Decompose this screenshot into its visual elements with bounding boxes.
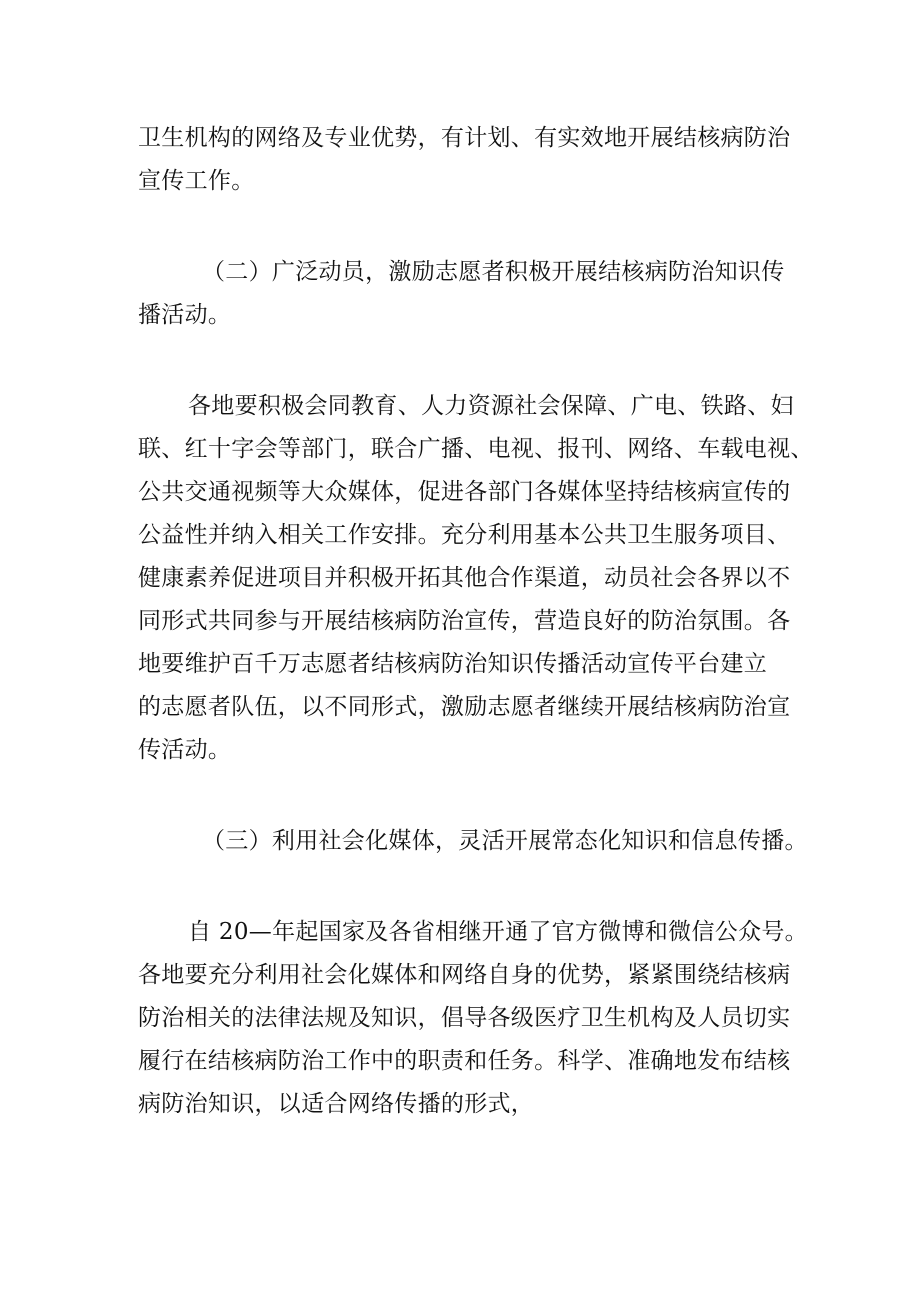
text-line: 同形式共同参与开展结核病防治宣传，营造良好的防治氛围。各 (138, 608, 791, 634)
text-line: 履行在结核病防治工作中的职责和任务。科学、准确地发布结核 (138, 1048, 791, 1074)
text-line: （二）广泛动员，激励志愿者积极开展结核病防治知识传 (202, 259, 785, 285)
text-line: 各地要积极会同教育、人力资源社会保障、广电、铁路、妇 (188, 393, 794, 419)
paragraph-mobilization (138, 385, 814, 772)
document-body (138, 117, 814, 1174)
section-heading-2 (138, 251, 788, 337)
text-line: 健康素养促进项目并积极开拓其他合作渠道，动员社会各界以不 (138, 565, 791, 591)
paragraph-continuation (138, 117, 791, 203)
text-line: 自 20—年起国家及各省相继开通了官方微博和微信公众号。 (188, 919, 808, 945)
text-line: 联、红十字会等部门，联合广播、电视、报刊、网络、车载电视、 (138, 436, 814, 462)
text-line: 防治相关的法律法规及知识，倡导各级医疗卫生机构及人员切实 (138, 1005, 791, 1031)
text-line: 公共交通视频等大众媒体，促进各部门各媒体坚持结核病宣传的 (138, 479, 791, 505)
text-line: 的志愿者队伍，以不同形式，激励志愿者继续开展结核病防治宣 (138, 694, 791, 720)
text-line: （三）利用社会化媒体，灵活开展常态化知识和信息传播。 (202, 828, 808, 854)
text-line: 病防治知识，以适合网络传播的形式， (138, 1091, 535, 1117)
paragraph-social-media (138, 911, 808, 1126)
text-line: 各地要充分利用社会化媒体和网络自身的优势，紧紧围绕结核病 (138, 962, 791, 988)
text-line: 公益性并纳入相关工作安排。充分利用基本公共卫生服务项目、 (138, 522, 791, 548)
text-line: 卫生机构的网络及专业优势，有计划、有实效地开展结核病防治 (138, 125, 791, 151)
text-line: 传活动。 (138, 737, 232, 763)
text-line: 地要维护百千万志愿者结核病防治知识传播活动宣传平台建立 (138, 651, 768, 677)
text-line: 播活动。 (138, 302, 232, 328)
text-line: 宣传工作。 (138, 168, 255, 194)
section-heading-3 (138, 820, 808, 863)
